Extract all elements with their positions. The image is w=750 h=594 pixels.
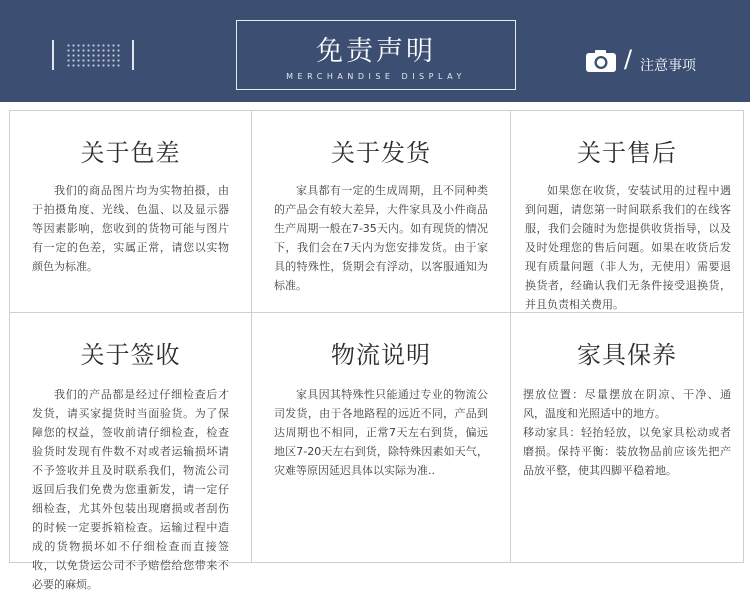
section-body: 我们的商品图片均为实物拍摄，由于拍摄角度、光线、色温、以及显示器等因素影响，您收到的货物可能与图片有一定的色差，实属正常，请您以实物颜色为标准。	[32, 184, 229, 273]
page-subtitle: MERCHANDISE DISPLAY	[286, 72, 466, 81]
section-furniture-care	[511, 313, 743, 563]
section-color-difference	[10, 111, 251, 312]
decorative-bar-right	[132, 40, 134, 70]
section-after-sales	[511, 111, 743, 312]
section-shipping	[252, 111, 510, 312]
section-body: 我们的产品都是经过仔细检查后才发货，请买家提货时当面验货。为了保障您的权益，签收前请仔细检查，检查验货时发现有件数不对或者运输损坏请不予签收并且及时联系我们，物流公司返回后我们免费为您重新发，请一定仔细检查，尤其外包装出现磨损或者刮伤的时候一定要拆箱检查。运输过程中造成的货物损坏如不仔细检查而直接签收，以免货运公司不予赔偿给您带来不必要的麻烦。	[32, 388, 229, 591]
section-body: 家具都有一定的生成周期，且不同种类的产品会有较大差异，大件家具及小件商品生产周期一般在7-35天内。如有现货的情况下，我们会在7天内为您安排发货。由于家具的特殊性，货期会有浮动，以客服通知为标准。	[274, 184, 488, 292]
section-title: 关于售后	[577, 139, 677, 167]
section-title: 关于发货	[331, 139, 431, 167]
section-title: 物流说明	[331, 341, 431, 369]
care-line: 摆放位置：尽量摆放在阴凉、干净、通风，温度和光照适中的地方。	[523, 388, 731, 420]
camera-icon	[586, 50, 616, 72]
section-title: 家具保养	[577, 341, 677, 369]
decorative-dots	[66, 43, 122, 67]
notice-label: 注意事项	[640, 58, 696, 74]
section-body: 家具因其特殊性只能通过专业的物流公司发货，由于各地路程的远近不同，产品到达周期也不相同，正常7天左右到货，偏远地区7-20天左右到货，除特殊因素如天气，灾难等原因延迟具体以实际为准..	[274, 388, 488, 477]
page-title: 免责声明	[316, 36, 436, 67]
care-line: 移动家具：轻抬轻放，以免家具松动或者磨损。保持平衡：装放物品前应该先把产品放平整，使其四脚平稳着地。	[523, 426, 731, 477]
section-body: 如果您在收货，安装试用的过程中遇到问题，请您第一时间联系我们的在线客服，我们会随时为您提供收货指导，以及及时处理您的售后问题。如果在收货后发现有质量问题（非人为，无使用）需要退换货者，经确认我们无条件接受退换货，并且负责相关费用。	[525, 184, 731, 311]
separator-slash: /	[624, 45, 633, 73]
decorative-dot-pattern	[52, 40, 136, 70]
section-title: 关于色差	[80, 139, 181, 167]
decorative-bar-left	[52, 40, 54, 70]
title-frame	[236, 20, 516, 90]
section-title: 关于签收	[80, 341, 181, 369]
section-logistics	[252, 313, 510, 563]
section-body	[523, 385, 731, 480]
header-banner	[0, 0, 750, 102]
disclaimer-grid	[9, 110, 744, 591]
section-signing	[10, 313, 251, 591]
